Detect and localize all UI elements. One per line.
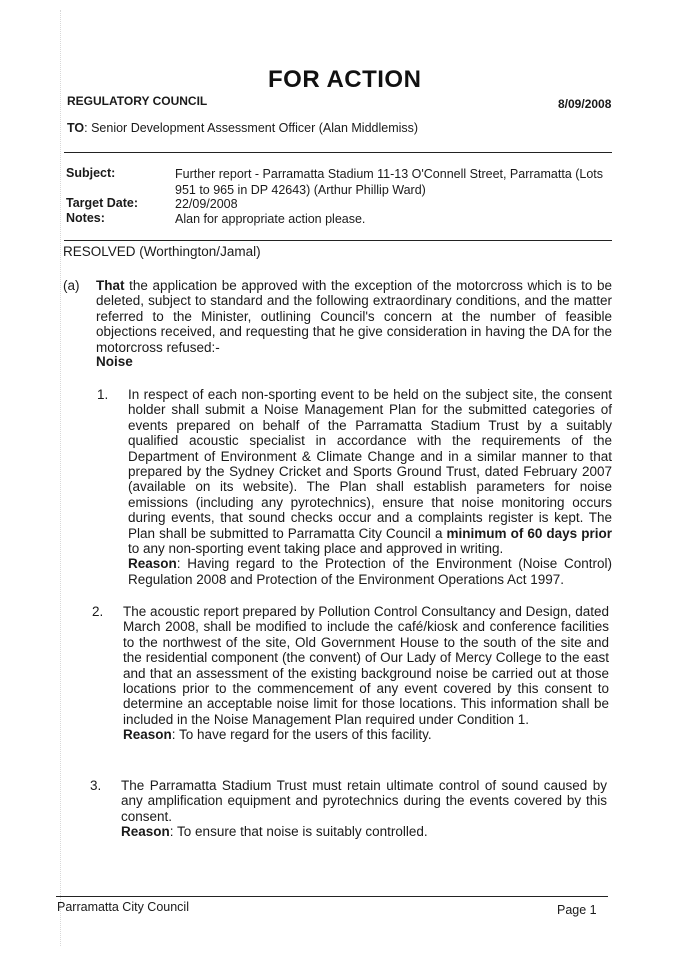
item-bold-text: minimum of 60 days prior [446,525,612,541]
item-text-after: to any non-sporting event taking place and approved in writing. [128,541,504,557]
to-value: : Senior Development Assessment Officer (Alan Middlemiss) [84,121,419,135]
reason-label: Reason [123,727,172,743]
reason-text: : Having regard to the Protection of the Environment (Noise Control) Regulation 2008 and Protection of the Environment Operations Act 1997. [128,556,612,587]
recipient-line [67,121,418,135]
divider-top [64,152,612,153]
paragraph-a-label: (a) [63,278,80,293]
item-text: The acoustic report prepared by Pollution Control Consultancy and Design, dated March 2008, shall be modified to include the café/kiosk and conference facilities to the northwest of the site, Old Government House to the south of the site and the residential component (the convent) of Our Lady of Mercy College to the east and that an assessment of the existing background noise be carried out at those locations prior to the commencement of any event covered by this consent to determine an acceptable noise limit for those locations. This information shall be included in the Noise Management Plan required under Condition 1. [123,604,609,727]
paragraph-a-lead: That [96,278,125,293]
noise-heading: Noise [96,354,133,369]
council-name: REGULATORY COUNCIL [67,94,208,108]
item-text: The Parramatta Stadium Trust must retain ultimate control of sound caused by any amplification equipment and pyrotechnics during the events covered by this consent. [121,778,607,824]
item-number: 3. [90,778,102,793]
document-title: FOR ACTION [268,66,422,93]
paragraph-a [96,278,612,355]
footer-organisation: Parramatta City Council [57,900,189,914]
target-date-label: Target Date: [66,196,139,210]
divider-middle [64,240,612,241]
condition-item [123,604,609,743]
margin-dotted-line [60,10,61,946]
paragraph-a-text: the application be approved with the exception of the motorcross which is to be deleted, subject to standard and the following extraordinary conditions, and the matter referred to the Minister, outlining Council's concern at the number of feasible objections received, and requesting that he give consideration in having the DA for the motorcross refused:- [96,278,612,355]
to-label: TO [67,121,85,135]
notes-label: Notes: [66,211,105,225]
subject-value: Further report - Parramatta Stadium 11-13 O'Connell Street, Parramatta (Lots 951 to 965 in DP 42643) (Arthur Phillip Ward) [175,167,604,197]
page-number: Page 1 [557,903,597,917]
item-text: In respect of each non-sporting event to be held on the subject site, the consent holder shall submit a Noise Management Plan for the submitted categories of events prepared on behalf of the Parramatta Stadium Trust by a suitably qualified acoustic specialist in accordance with the requirements of the Department of Environment & Climate Change and in a similar manner to that prepared by the Sydney Cricket and Sports Ground Trust, dated February 2007 (available on its website). The Plan shall establish parameters for noise emissions (including any pyrotechnics), ensure that noise monitoring occurs during events, that sound checks occur and a complaints register is kept. The Plan shall be submitted to Parramatta City Council a [128,387,612,541]
reason-line [123,727,432,742]
target-date-value: 22/09/2008 [175,197,238,211]
reason-text: : To ensure that noise is suitably controlled. [169,824,428,840]
document-date: 8/09/2008 [558,97,612,111]
item-number: 2. [92,604,104,619]
divider-footer [56,896,608,897]
reason-line [128,556,612,586]
condition-item [128,387,612,587]
notes-value: Alan for appropriate action please. [175,212,366,226]
item-number: 1. [97,387,109,402]
resolved-line: RESOLVED (Worthington/Jamal) [63,244,261,259]
subject-label: Subject: [66,166,116,180]
condition-item [121,778,607,840]
reason-label: Reason [121,824,170,840]
reason-label: Reason [128,556,177,572]
reason-text: : To have regard for the users of this facility. [171,727,432,743]
reason-line [121,824,428,839]
